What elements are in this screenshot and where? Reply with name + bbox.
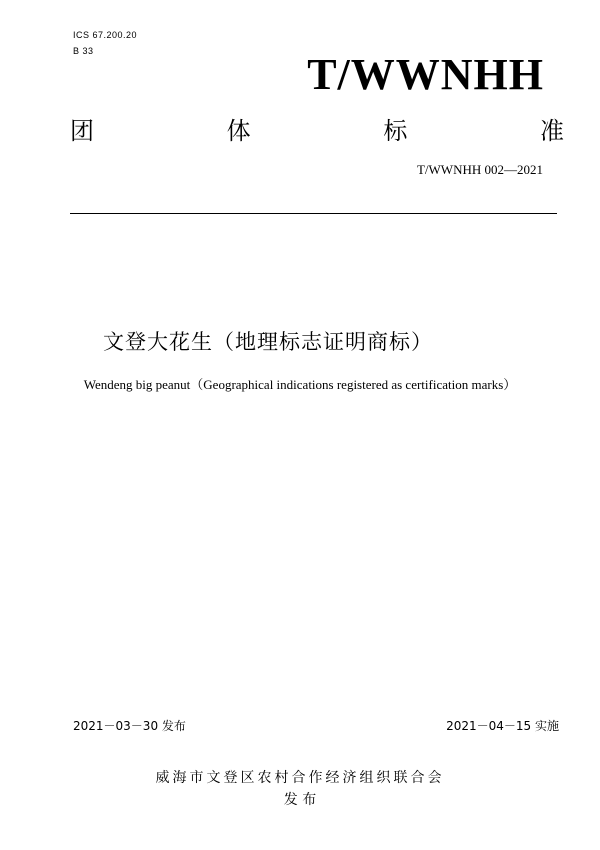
title-chinese: 文登大花生（地理标志证明商标）: [103, 330, 433, 354]
header-divider: [70, 213, 557, 214]
implementation-date: 2021－04－15 实施: [446, 719, 559, 733]
standard-type: [70, 116, 564, 146]
standard-logo: T/WWNHH: [307, 50, 544, 99]
ccs-code: B 33: [73, 46, 94, 56]
standard-type-char: 标: [383, 117, 408, 145]
standard-type-char: 体: [226, 117, 251, 145]
issue-date: 2021－03－30 发布: [73, 719, 186, 733]
standard-type-char: 准: [539, 117, 564, 145]
title-english: Wendeng big peanut（Geographical indications registered as certification marks）: [83, 377, 517, 392]
issue-label: 发 布: [283, 792, 317, 808]
standard-number: T/WWNHH 002—2021: [416, 162, 543, 177]
issuing-organization: 威海市文登区农村合作经济组织联合会: [155, 770, 445, 786]
standard-type-char: 团: [70, 117, 94, 145]
ics-code: ICS 67.200.20: [73, 30, 138, 40]
